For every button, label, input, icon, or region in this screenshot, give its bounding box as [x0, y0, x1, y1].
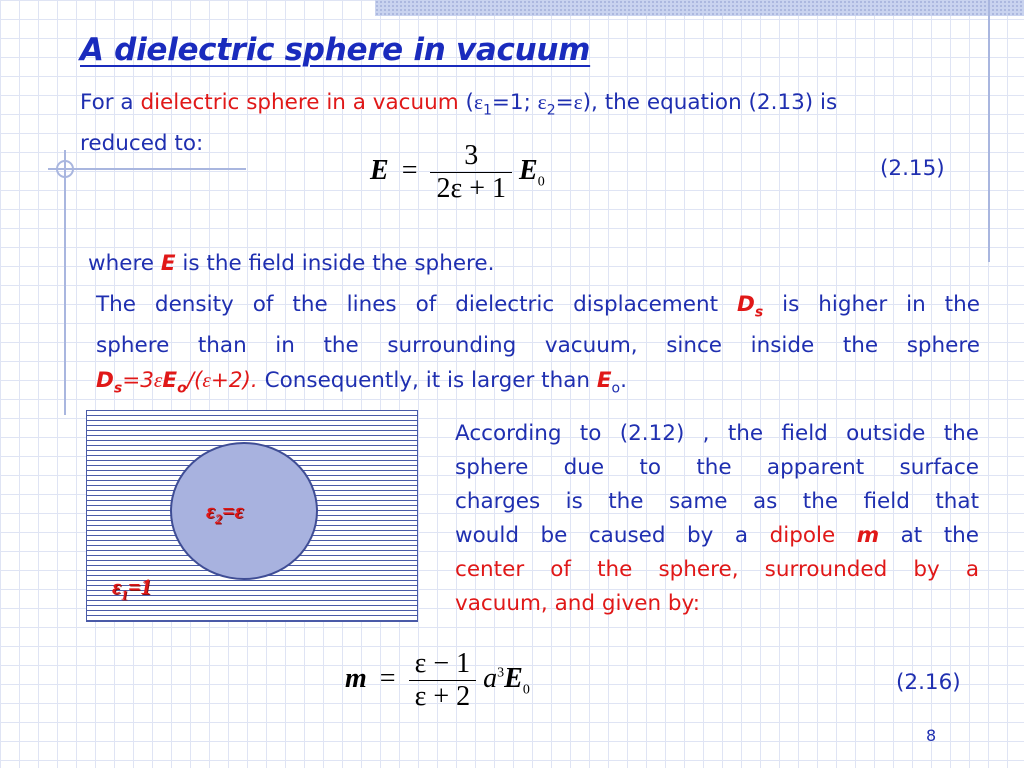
- equation-2-16: m = $\frac{\varepsilon - 1}{\varepsilon + 2}$ $a^3E_0$: [345, 648, 530, 712]
- density-paragraph: The density of the lines of dielectric displacement $D_s$ is higher in the sphere than in the surrounding vacuum, since inside the sphere $D_s=3\varepsilon E_o/(\varepsilon+2)$. Consequently, it is larger than $E_o$.: [96, 292, 980, 397]
- equation-number-2-16: (2.16): [896, 670, 961, 695]
- where-text: where E is the field inside the sphere.: [88, 251, 495, 276]
- intro-text: For a dielectric sphere in a vacuum ($\varepsilon_1=1$; $\varepsilon_2=\varepsilon$), the equation (2.13) is reduced to:: [80, 90, 838, 157]
- sphere-permittivity-label: $\varepsilon_2=\varepsilon$: [206, 498, 244, 528]
- equation-2-15: E = $\frac{3}{2\varepsilon + 1}$ $E_0$: [370, 140, 545, 204]
- equation-number-2-15: (2.15): [880, 156, 945, 181]
- according-paragraph: According to (2.12) , the field outside the sphere due to the apparent surface charges is the same as the field that would be caused by a dipole m at the center of the sphere, surrounded by a vacuum, and given by:: [455, 421, 979, 616]
- decor-vertical-line-right: [988, 0, 990, 262]
- decor-crosshair: [56, 160, 74, 178]
- decor-vertical-line-left: [64, 150, 66, 415]
- page-number: 8: [926, 726, 937, 745]
- top-pattern-bar: [375, 0, 1024, 16]
- dielectric-sphere: [170, 442, 318, 580]
- slide-title: A dielectric sphere in vacuum: [80, 32, 591, 68]
- decor-horizontal-line: [48, 168, 246, 170]
- vacuum-permittivity-label: $\varepsilon_1=1$: [112, 574, 152, 604]
- fraction-2-16: $\frac{\varepsilon - 1}{\varepsilon + 2}$: [409, 648, 477, 713]
- fraction-2-15: $\frac{3}{2\varepsilon + 1}$: [430, 140, 512, 205]
